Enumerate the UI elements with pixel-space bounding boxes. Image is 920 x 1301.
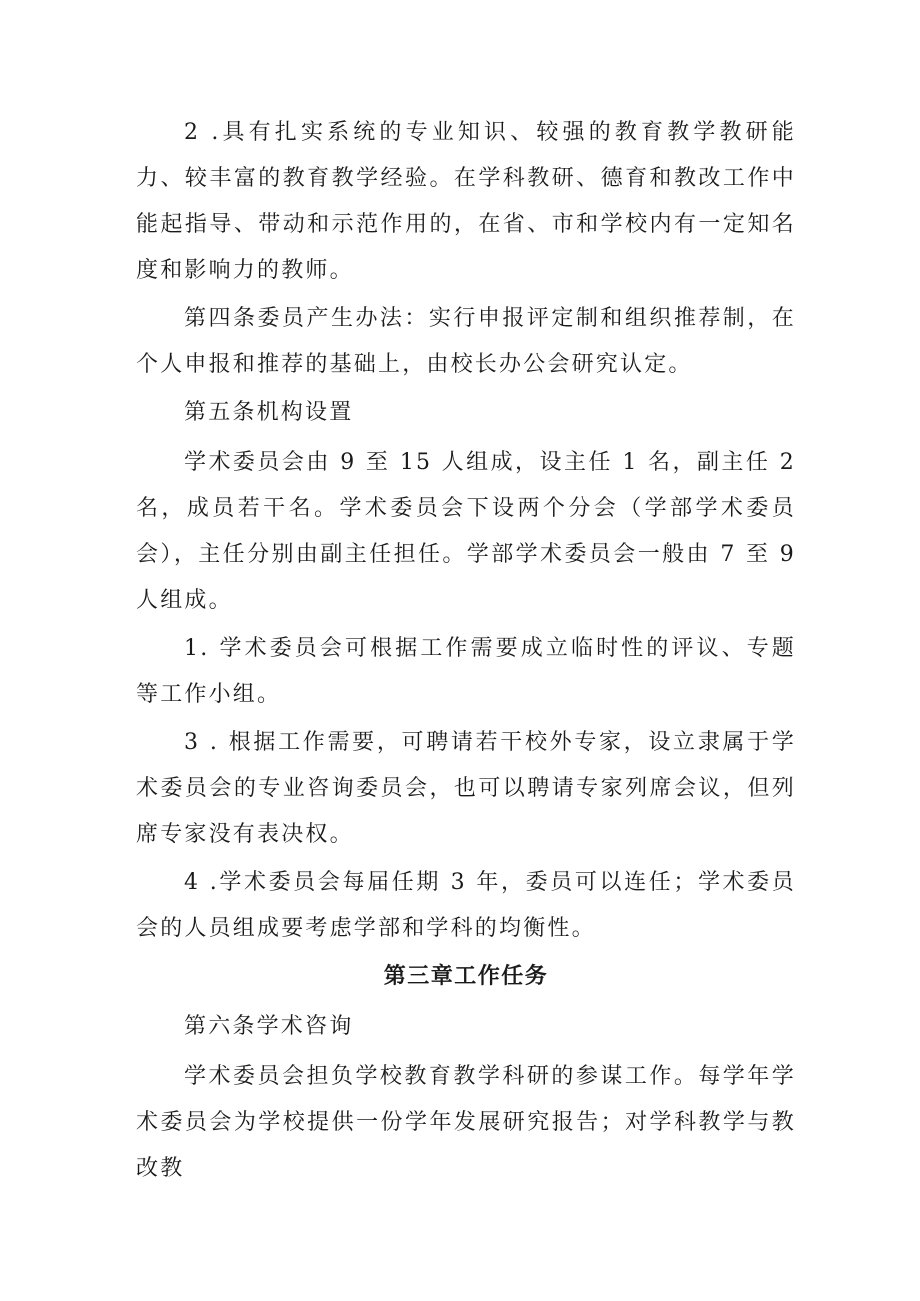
- paragraph-committee-composition: 学术委员会由 9 至 15 人组成，设主任 1 名，副主任 2 名，成员若干名。学术委员会下设两个分会（学部学术委员会），主任分别由副主任担任。学部学术委员会一般由 7 至 9 人组成。: [136, 450, 796, 613]
- paragraph-qualification-2: 2 .具有扎实系统的专业知识、较强的教育教学教研能力、较丰富的教育教学经验。在学科教研、德育和教改工作中能起指导、带动和示范作用的，在省、市和学校内有一定知名度和影响力的教师。: [136, 120, 796, 283]
- paragraph-article-6-title: 第六条学术咨询: [184, 1014, 354, 1039]
- paragraph-academic-consulting: 学术委员会担负学校教育教学科研的参谋工作。每学年学术委员会为学校提供一份学年发展研究报告；对学科教学与教改教: [136, 1064, 796, 1181]
- paragraph-item-1: 1. 学术委员会可根据工作需要成立临时性的评议、专题等工作小组。: [136, 636, 796, 707]
- paragraph-item-4: 4 .学术委员会每届任期 3 年，委员可以连任；学术委员会的人员组成要考虑学部和学科的均衡性。: [136, 870, 796, 941]
- document-body: [136, 110, 796, 1194]
- paragraph-article-5-title: 第五条机构设置: [184, 400, 354, 425]
- paragraph-article-4: 第四条委员产生办法：实行申报评定制和组织推荐制，在个人申报和推荐的基础上，由校长办公会研究认定。: [136, 306, 796, 377]
- paragraph-item-3: 3 . 根据工作需要，可聘请若干校外专家，设立隶属于学术委员会的专业咨询委员会，也可以聘请专家列席会议，但列席专家没有表决权。: [136, 730, 796, 847]
- chapter-title: 第三章工作任务: [383, 964, 549, 989]
